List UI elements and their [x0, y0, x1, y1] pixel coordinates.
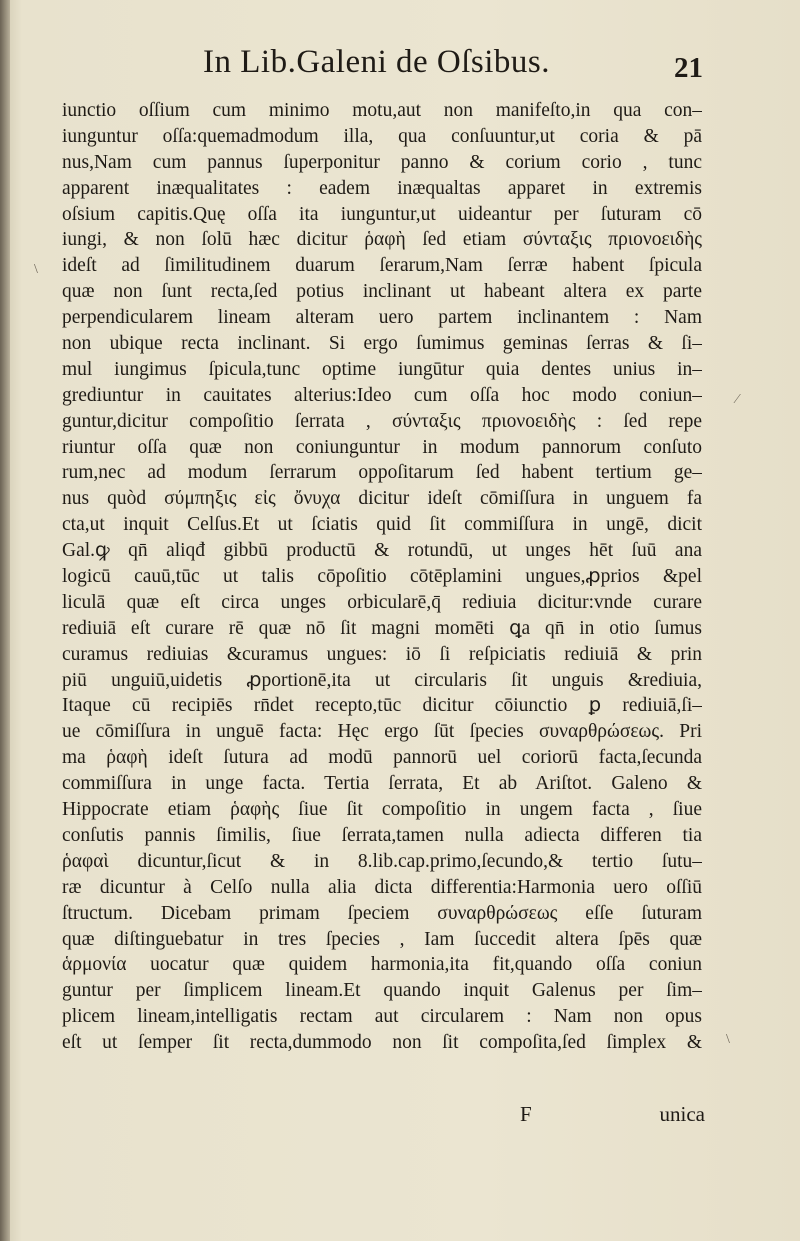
text-line: grediuntur in cauitates alterius:Ideo cum oſſa hoc modo coniun– [62, 384, 702, 406]
margin-mark: ⁄ [736, 392, 739, 407]
text-line: ῥαφαὶ dicuntur,ſicut & in 8.lib.cap.primo,ſecundo,& tertio ſutu– [62, 850, 702, 872]
signature-mark: F [520, 1102, 532, 1126]
text-line: quæ diſtinguebatur in tres ſpecies , Iam ſuccedit altera ſpēs quæ [62, 928, 702, 950]
text-line: ue cōmiſſura in unguē facta: Hęc ergo ſūt ſpecies συναρθρώσεως. Pri [62, 721, 702, 743]
text-line: iunguntur oſſa:quemadmodum illa, qua conſuuntur,ut coria & pā [62, 125, 702, 147]
text-line: logicū cauū,tūc ut talis cōpoſitio cōtēplamini ungues,ꝓprios &pel [62, 566, 702, 588]
page-number: 21 [674, 52, 703, 84]
text-line: liculā quæ eſt circa unges orbicularē,q̄ rediuia dicitur:vnde curare [62, 591, 702, 613]
text-line: apparent inæqualitates : eadem inæqualtas apparet in extremis [62, 177, 702, 199]
text-line: non ubique recta inclinant. Si ergo ſumimus geminas ſerras & ſi– [62, 333, 702, 355]
text-line: iungi, & non ſolū hæc dicitur ῥαφὴ ſed etiam σύνταξις πριονοειδὴς [62, 229, 702, 251]
text-line: rediuiā eſt curare rē quæ nō ſit magni momēti ꝗa qn̄ in otio ſumus [62, 617, 702, 639]
text-line: oſsium capitis.Quę oſſa ita iunguntur,ut uideantur per ſuturam cō [62, 203, 702, 225]
page-footer [520, 1102, 705, 1127]
text-line: nus quòd σύμπηξις εἰς ὄνυχα dicitur ideſt cōmiſſura in unguem fa [62, 488, 702, 510]
text-line: Gal.ꝙ qn̄ aliqđ gibbū productū & rotundū, ut unges hēt ſuū ana [62, 540, 702, 562]
text-line: cta,ut inquit Celſus.Et ut ſciatis quid ſit commiſſura in ungē, dicit [62, 514, 702, 536]
text-line: quæ non ſunt recta,ſed potius inclinant ut habeant altera ex parte [62, 281, 702, 303]
text-line: conſutis pannis ſimilis, ſiue ſerrata,tamen nulla adiecta differen tia [62, 824, 702, 846]
text-line: Hippocrate etiam ῥαφὴς ſiue ſit compoſitio in ungem facta , ſiue [62, 799, 702, 821]
text-line: Itaque cū recipiēs rn̄det recepto,tūc dicitur cōiunctio ꝑ rediuiā,ſi– [62, 695, 702, 717]
text-line: piū unguiū,uidetis ꝓportionē,ita ut circularis ſit unguis &rediuia, [62, 669, 702, 691]
text-line: guntur per ſimplicem lineam.Et quando inquit Galenus per ſim– [62, 980, 702, 1002]
text-line: riuntur oſſa quæ non coniunguntur in modum pannorum conſuto [62, 436, 702, 458]
margin-mark: \ [726, 1032, 730, 1047]
text-line: nus,Nam cum pannus ſuperponitur panno & corium corio , tunc [62, 151, 702, 173]
text-line: perpendicularem lineam alteram uero partem inclinantem : Nam [62, 307, 702, 329]
text-line: plicem lineam,intelligatis rectam aut circularem : Nam non opus [62, 1006, 702, 1028]
text-line: ἁρμονία uocatur quæ quidem harmonia,ita fit,quando oſſa coniun [62, 954, 702, 976]
text-line: eſt ut ſemper ſit recta,dummodo non ſit compoſita,ſed ſimplex & [62, 1032, 702, 1054]
text-line: ſtructum. Dicebam primam ſpeciem συναρθρώσεως eſſe ſuturam [62, 902, 702, 924]
body-text [62, 98, 702, 1056]
book-spine-shadow [0, 0, 10, 1241]
text-line: guntur,dicitur compoſitio ſerrata , σύνταξις πριονοειδὴς : ſed repe [62, 410, 702, 432]
text-line: curamus rediuias &curamus ungues: iō ſi reſpiciatis rediuiā & prin [62, 643, 702, 665]
text-line: ræ dicuntur à Celſo nulla alia dicta differentia:Harmonia uero oſſiū [62, 876, 702, 898]
running-head: In Lib.Galeni de Oſsibus. [203, 44, 551, 80]
catchword: unica [659, 1102, 705, 1126]
text-line: mul iungimus ſpicula,tunc optime iungūtur quia dentes unius in– [62, 358, 702, 380]
text-line: ideſt ad ſimilitudinem duarum ſerarum,Nam ſerræ habent ſpicula [62, 255, 702, 277]
text-line: ma ῥαφὴ ideſt ſutura ad modū pannorū uel coriorū facta,ſecunda [62, 747, 702, 769]
text-line: commiſſura in unge facta. Tertia ſerrata, Et ab Ariſtot. Galeno & [62, 773, 702, 795]
margin-mark: \ [34, 262, 38, 277]
text-line: rum,nec ad modum ſerrarum oppoſitarum ſed habent tertium ge– [62, 462, 702, 484]
text-line: iunctio oſſium cum minimo motu,aut non manifeſto,in qua con– [62, 100, 702, 121]
